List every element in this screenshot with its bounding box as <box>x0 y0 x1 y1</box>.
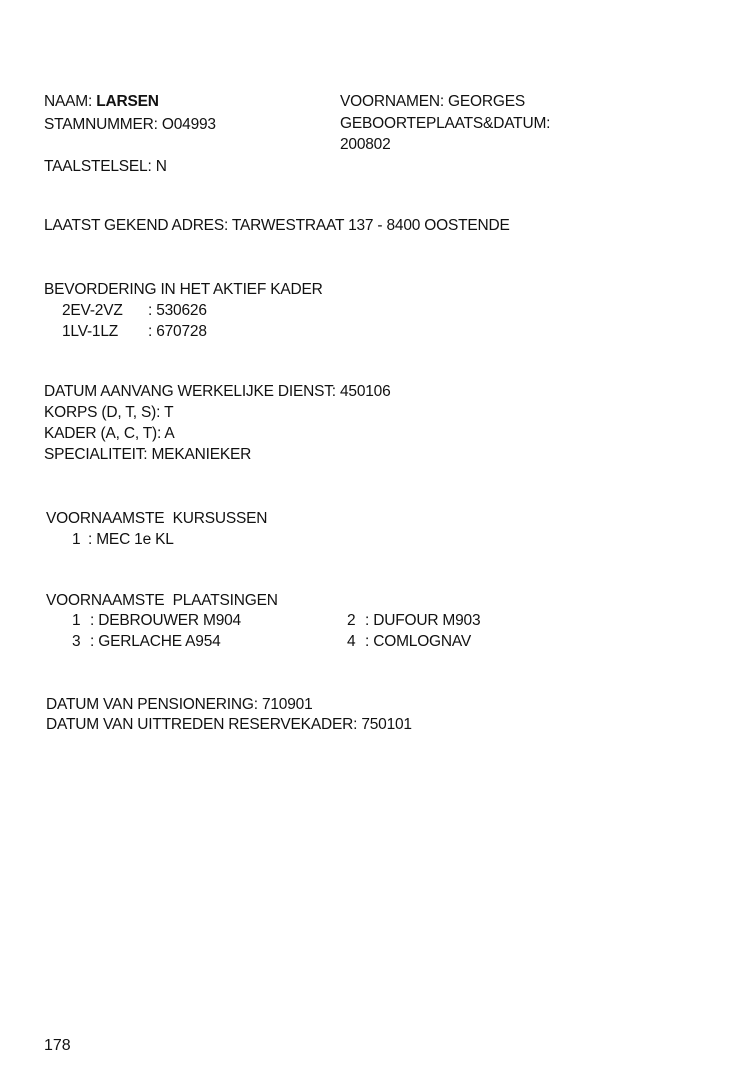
specialiteit-line <box>44 447 251 463</box>
posting-item <box>72 634 221 650</box>
voornamen-label: VOORNAMEN: <box>340 93 444 110</box>
posting-item <box>347 634 471 650</box>
reserve-line <box>46 717 412 733</box>
posting-item <box>72 613 241 629</box>
posting-text: : DUFOUR M903 <box>365 612 481 629</box>
reserve-label: DATUM VAN UITTREDEN RESERVEKADER: <box>46 716 358 733</box>
stamnummer-line <box>44 117 216 133</box>
kader-label: KADER (A, C, T): <box>44 425 162 442</box>
specialiteit-value: MEKANIEKER <box>151 446 252 463</box>
kader-line <box>44 426 175 442</box>
service-start-line <box>44 384 391 400</box>
taalstelsel-line <box>44 159 167 175</box>
taalstelsel-label: TAALSTELSEL: <box>44 158 152 175</box>
kader-value: A <box>164 425 175 442</box>
reserve-value: 750101 <box>361 716 412 733</box>
address-label: LAATST GEKEND ADRES: <box>44 217 229 234</box>
stamnummer-label: STAMNUMMER: <box>44 116 158 133</box>
naam-label: NAAM: <box>44 93 93 110</box>
page-number: 178 <box>44 1037 71 1054</box>
course-num: 1 <box>72 531 81 548</box>
course-text: : MEC 1e KL <box>88 531 174 548</box>
posting-num: 1 <box>72 612 81 629</box>
geboorteplaats-label: GEBOORTEPLAATS&DATUM: <box>340 115 551 132</box>
korps-label: KORPS (D, T, S): <box>44 404 161 421</box>
service-start-label: DATUM AANVANG WERKELIJKE DIENST: <box>44 383 336 400</box>
posting-text: : GERLACHE A954 <box>90 633 221 650</box>
taalstelsel-value: N <box>155 158 167 175</box>
posting-item <box>347 613 480 629</box>
posting-text: : COMLOGNAV <box>365 633 472 650</box>
voornamen-line <box>340 94 525 110</box>
voornamen-value: GEORGES <box>448 93 526 110</box>
service-start-value: 450106 <box>340 383 391 400</box>
courses-heading: VOORNAAMSTE KURSUSSEN <box>46 510 268 527</box>
postings-heading: VOORNAAMSTE PLAATSINGEN <box>46 592 278 609</box>
posting-num: 2 <box>347 612 356 629</box>
course-item <box>72 532 174 548</box>
geboorteplaats-line <box>340 116 550 132</box>
promotion-heading: BEVORDERING IN HET AKTIEF KADER <box>44 281 323 298</box>
promotion-date: : 670728 <box>148 323 207 340</box>
geboorteplaats-value-line <box>340 137 391 153</box>
korps-line <box>44 405 173 421</box>
naam-value: LARSEN <box>96 93 159 110</box>
promotion-rank: 1LV-1LZ <box>62 323 119 340</box>
address-line <box>44 218 510 234</box>
geboorteplaats-value: 200802 <box>340 136 391 153</box>
pension-value: 710901 <box>261 696 313 713</box>
promotion-item <box>62 303 207 319</box>
posting-text: : DEBROUWER M904 <box>90 612 241 629</box>
pension-line <box>46 697 313 713</box>
naam-line <box>44 94 159 110</box>
stamnummer-value: O04993 <box>161 116 216 133</box>
promotion-item <box>62 324 207 340</box>
posting-num: 4 <box>347 633 356 650</box>
specialiteit-label: SPECIALITEIT: <box>44 446 148 463</box>
promotion-date: : 530626 <box>148 302 207 319</box>
promotion-rank: 2EV-2VZ <box>62 302 123 319</box>
pension-label: DATUM VAN PENSIONERING: <box>46 696 258 713</box>
korps-value: T <box>164 404 174 421</box>
address-value: TARWESTRAAT 137 - 8400 OOSTENDE <box>231 217 510 234</box>
posting-num: 3 <box>72 633 81 650</box>
